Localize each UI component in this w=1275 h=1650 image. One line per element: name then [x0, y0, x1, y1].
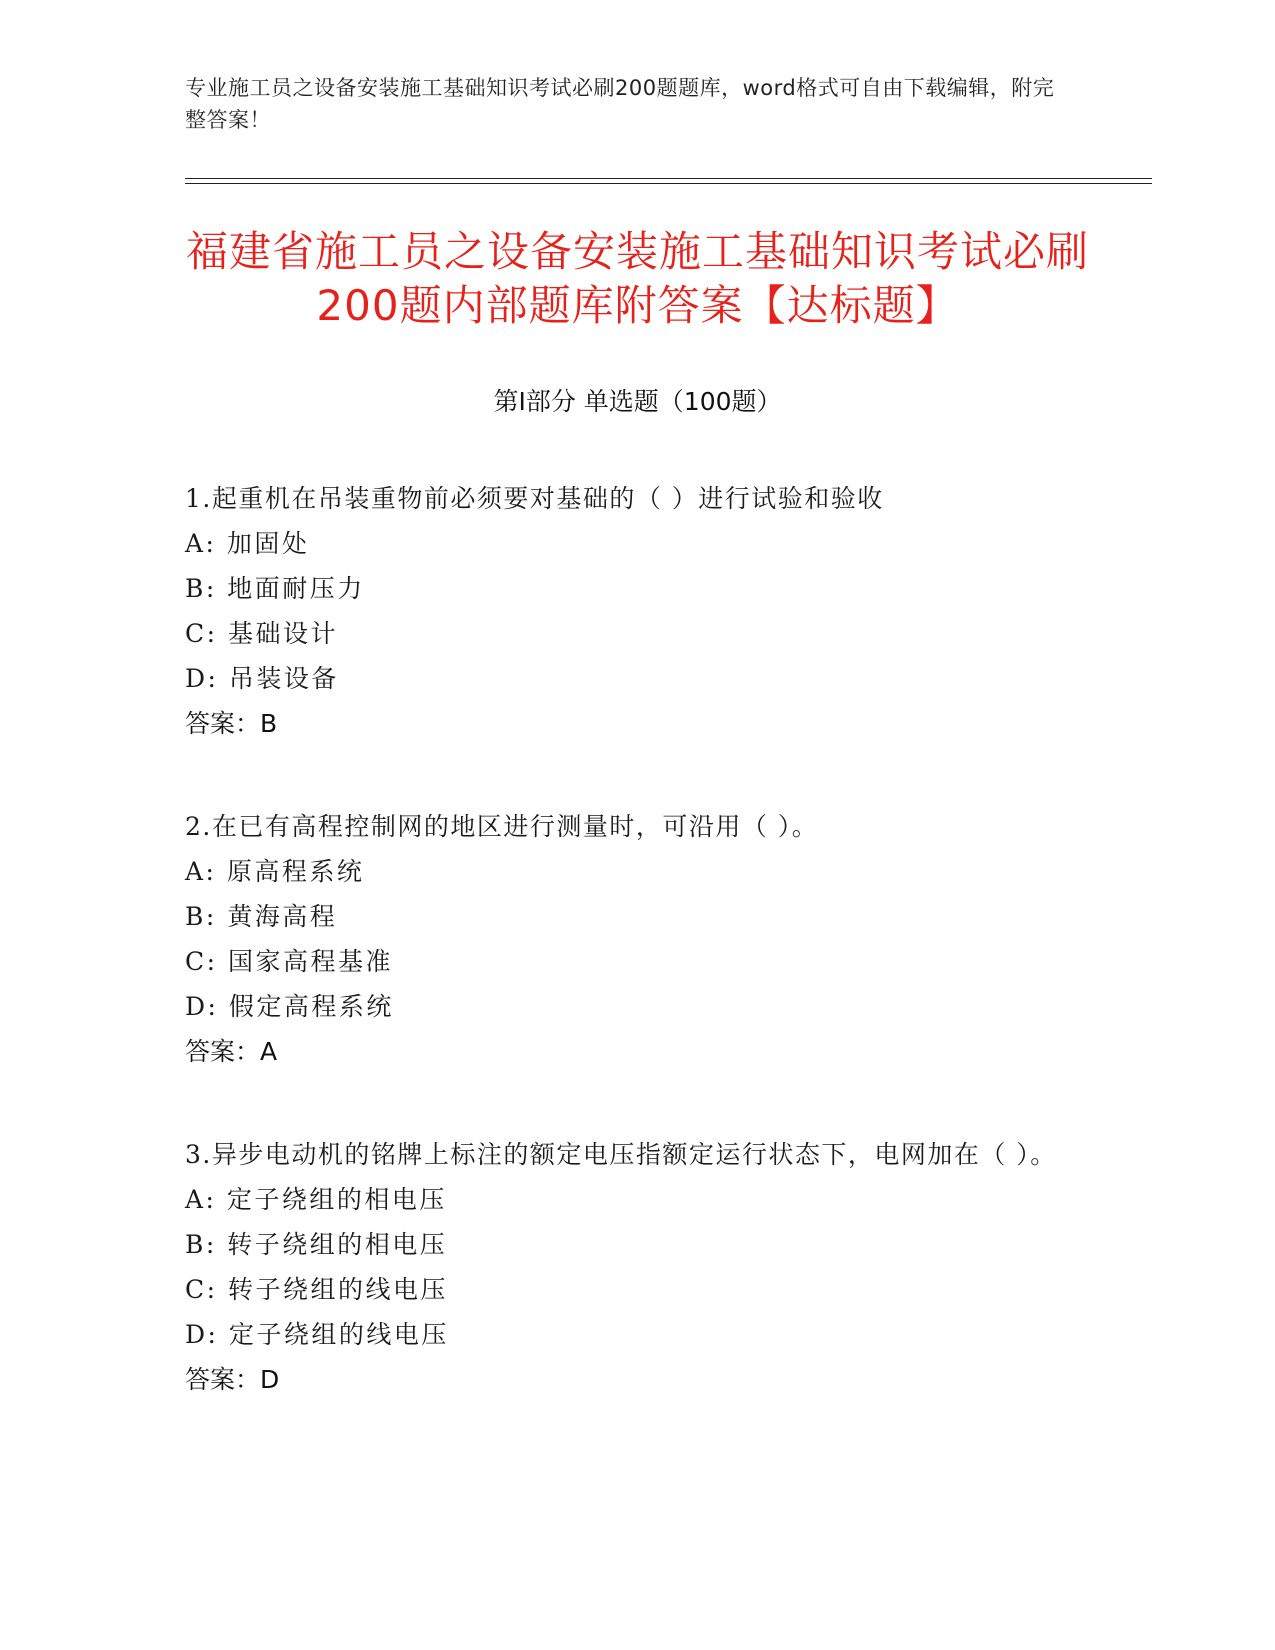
option-b: B: 地面耐压力	[185, 574, 365, 603]
option-a: A: 加固处	[185, 529, 310, 558]
answer: 答案：D	[185, 1365, 280, 1394]
section-title: 第Ⅰ部分 单选题（100题）	[493, 387, 782, 416]
option-b: B: 黄海高程	[185, 902, 338, 931]
option-d: D: 定子绕组的线电压	[185, 1320, 449, 1349]
answer: 答案：B	[185, 709, 278, 738]
document-title: 福建省施工员之设备安装施工基础知识考试必刷200题内部题库附答案【达标题】	[185, 227, 1089, 330]
option-c: C: 国家高程基准	[185, 947, 393, 976]
option-c: C: 转子绕组的线电压	[185, 1275, 448, 1304]
option-d: D: 吊装设备	[185, 664, 339, 693]
question-list	[185, 476, 1065, 1460]
option-c: C: 基础设计	[185, 619, 338, 648]
question-stem: 1.起重机在吊装重物前必须要对基础的（ ）进行试验和验收	[185, 484, 884, 513]
option-a: A: 原高程系统	[185, 857, 365, 886]
question-3	[185, 1132, 1065, 1402]
answer: 答案：A	[185, 1037, 278, 1066]
question-stem: 2.在已有高程控制网的地区进行测量时，可沿用（ ）。	[185, 812, 819, 841]
option-a: A: 定子绕组的相电压	[185, 1185, 447, 1214]
option-b: B: 转子绕组的相电压	[185, 1230, 448, 1259]
header-divider-top	[185, 178, 1152, 179]
header-note: 专业施工员之设备安装施工基础知识考试必刷200题题库，word格式可自由下载编辑，附完整答案！	[185, 76, 1055, 132]
option-d: D: 假定高程系统	[185, 992, 394, 1021]
question-stem: 3.异步电动机的铭牌上标注的额定电压指额定运行状态下，电网加在（ ）。	[185, 1140, 1057, 1169]
question-1	[185, 476, 1065, 746]
question-2	[185, 804, 1065, 1074]
header-divider-bottom	[185, 183, 1152, 184]
